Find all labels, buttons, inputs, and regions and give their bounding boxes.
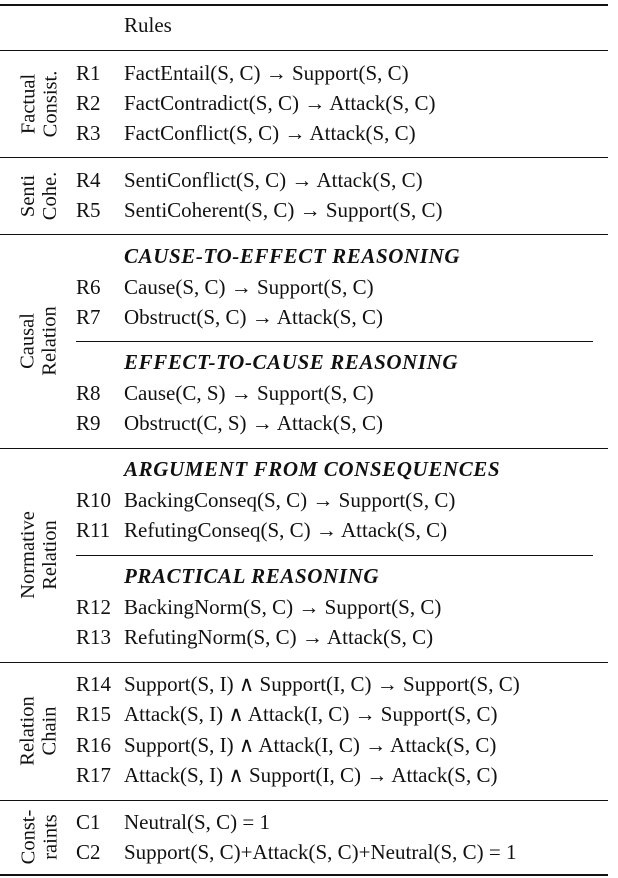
group-divider bbox=[0, 800, 608, 801]
group-divider bbox=[0, 234, 608, 235]
group-label-causal: Causal Relation bbox=[17, 306, 61, 376]
subheading-practical-reasoning: PRACTICAL REASONING bbox=[124, 564, 380, 588]
top-rule bbox=[0, 4, 608, 6]
group-divider bbox=[0, 157, 608, 158]
group-divider bbox=[0, 662, 608, 663]
group-label-chain: Relation Chain bbox=[17, 696, 61, 766]
bottom-rule bbox=[0, 874, 608, 876]
subheading-cause-to-effect: CAUSE-TO-EFFECT REASONING bbox=[124, 244, 461, 268]
subgroup-divider bbox=[76, 341, 593, 342]
rules-column-header: Rules bbox=[124, 13, 172, 37]
group-label-constraints: Const- raints bbox=[17, 809, 61, 865]
header-rule bbox=[0, 50, 608, 51]
group-divider bbox=[0, 448, 608, 449]
subheading-effect-to-cause: EFFECT-TO-CAUSE REASONING bbox=[124, 350, 459, 374]
subheading-argument-from-consequences: ARGUMENT FROM CONSEQUENCES bbox=[124, 457, 501, 481]
group-label-normative: Normative Relation bbox=[17, 511, 62, 599]
group-label-senti: Senti Cohe. bbox=[17, 171, 61, 220]
group-label-factual: Factual Consist. bbox=[17, 70, 61, 137]
subgroup-divider bbox=[76, 555, 593, 556]
